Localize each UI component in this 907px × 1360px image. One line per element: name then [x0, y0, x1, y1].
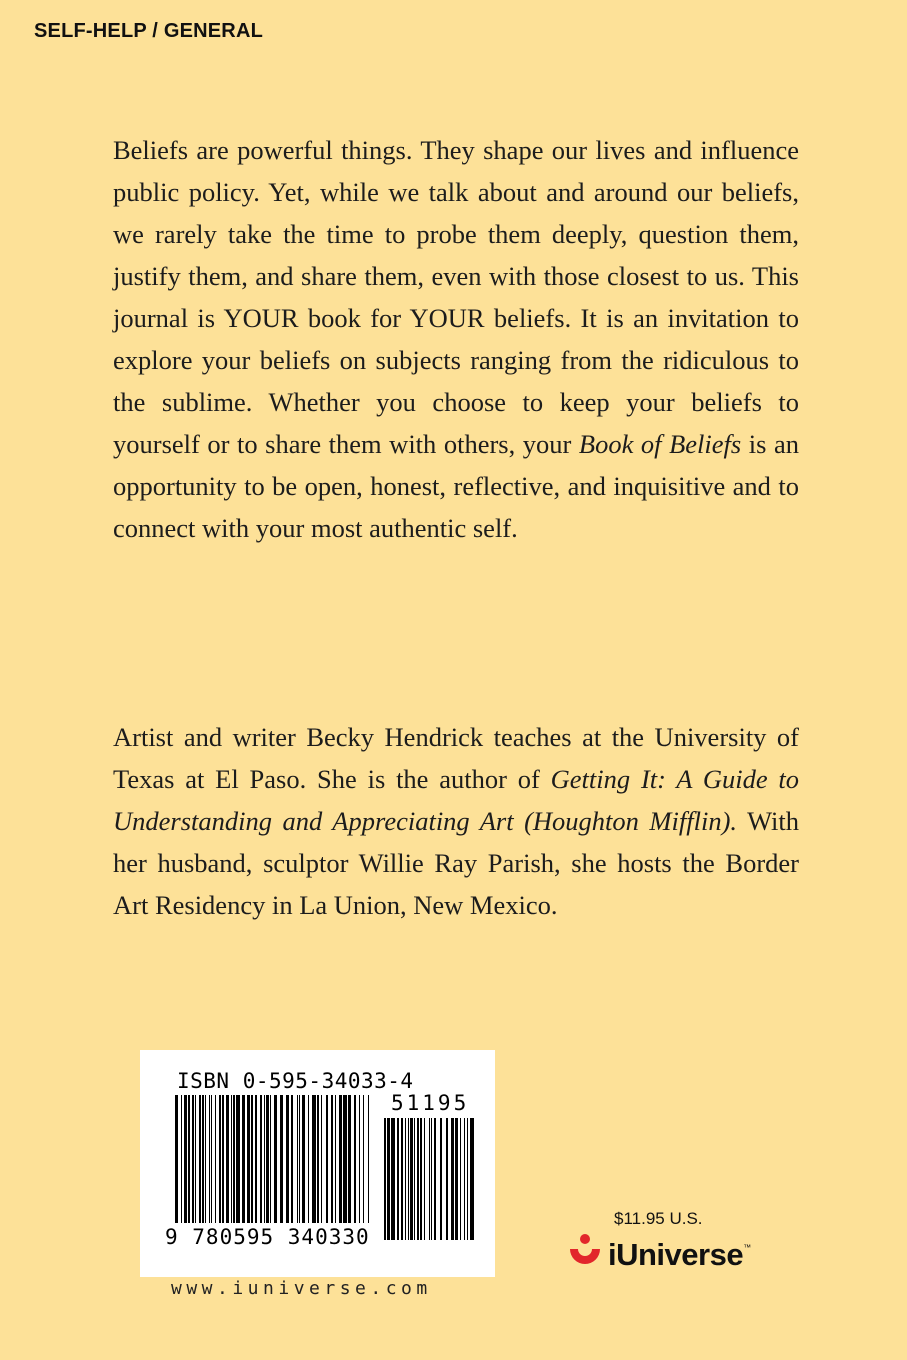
barcode-bar [455, 1118, 458, 1240]
barcode-bar [417, 1118, 419, 1240]
barcode-bar [348, 1095, 351, 1223]
barcode-bar [387, 1118, 390, 1240]
book-title-italic: Book of Beliefs [578, 429, 742, 459]
barcode-bar [181, 1095, 182, 1223]
barcode-bar [368, 1095, 369, 1223]
barcode-bar [236, 1095, 240, 1223]
barcode-bar [251, 1095, 253, 1223]
author-bio-text-2: With her husband, sculptor Willie Ray Parish, she hosts the Border Art Residency in La Union, New Mexico. [113, 806, 799, 920]
barcode-bar [199, 1095, 201, 1223]
barcode-bar [431, 1118, 432, 1240]
barcode-bar [359, 1095, 360, 1223]
barcode-bar [446, 1118, 448, 1240]
barcode-bar [335, 1095, 336, 1223]
barcode-bar [260, 1095, 262, 1223]
barcode-bar [188, 1095, 190, 1223]
barcode-bar [286, 1095, 289, 1223]
barcode-bar [280, 1095, 283, 1223]
genre-category: SELF-HELP / GENERAL [34, 20, 264, 42]
barcode-bar [363, 1095, 364, 1223]
barcode-bar [343, 1095, 347, 1223]
book-description [113, 129, 799, 549]
isbn-label: ISBN 0-595-34033-4 [177, 1069, 414, 1093]
barcode-bar [222, 1095, 224, 1223]
author-bio [113, 716, 799, 926]
barcode-bar [312, 1095, 316, 1223]
trademark-symbol: ™ [743, 1243, 752, 1252]
barcode-bars-addon [384, 1118, 476, 1240]
barcode-bar [424, 1118, 425, 1240]
barcode-bar [215, 1095, 216, 1223]
barcode-bar [231, 1095, 232, 1223]
barcode-bar [266, 1095, 269, 1223]
barcode-bar [410, 1118, 413, 1240]
barcode-bar [219, 1095, 221, 1223]
barcode-bar [192, 1095, 194, 1223]
barcode-bar [202, 1095, 204, 1223]
barcode-bar [405, 1118, 406, 1240]
barcode-bar [299, 1095, 300, 1223]
barcode-bar [384, 1118, 386, 1240]
barcode-bar [326, 1095, 328, 1223]
barcode-bar [460, 1118, 461, 1240]
barcode-bar [440, 1118, 442, 1240]
barcode-bar [420, 1118, 422, 1240]
publisher-name: iUniverse [608, 1237, 744, 1272]
barcode-bar [391, 1118, 395, 1240]
description-text-2: is an opportunity to be open, honest, reflective, and inquisitive and to connect with your most authentic self. [113, 429, 799, 543]
barcode-bar [401, 1118, 403, 1240]
price-label: $11.95 U.S. [614, 1209, 703, 1228]
barcode-bar [195, 1095, 196, 1223]
barcode-bar [226, 1095, 229, 1223]
barcode-bar [233, 1095, 235, 1223]
barcode-bar [211, 1095, 212, 1223]
barcode-bar [429, 1118, 430, 1240]
barcode-bar [467, 1118, 468, 1240]
barcode-bar [470, 1118, 474, 1240]
barcode-bar [242, 1095, 245, 1223]
barcode-addon-digits: 51195 [391, 1091, 470, 1115]
barcode-bar [264, 1095, 265, 1223]
barcode-bar [247, 1095, 250, 1223]
barcode-bar [408, 1118, 409, 1240]
barcode-bar [255, 1095, 257, 1223]
barcode-bar [397, 1118, 399, 1240]
barcode-bars-main [175, 1095, 375, 1245]
barcode-bar [209, 1095, 210, 1223]
author-bio-text-1: Artist and writer Becky Hendrick teaches at the University of Texas at El Paso. She is the author of [113, 722, 799, 794]
barcode-bar [317, 1095, 319, 1223]
barcode-bar [339, 1095, 342, 1223]
barcode-bar [184, 1095, 187, 1223]
barcode-bar [464, 1118, 465, 1240]
author-book-title-italic: Getting It: A Guide to Understanding and Appreciating Art (Houghton Mifflin). [113, 764, 799, 836]
barcode-bar [331, 1095, 333, 1223]
barcode-bar [308, 1095, 309, 1223]
barcode-bar [274, 1095, 277, 1223]
barcode-bar [205, 1095, 206, 1223]
publisher-website: www.iuniverse.com [171, 1278, 432, 1299]
barcode-bar [175, 1095, 178, 1223]
barcode-bar [297, 1095, 298, 1223]
barcode-bar [270, 1095, 271, 1223]
barcode-bar [302, 1095, 305, 1223]
barcode-bar [354, 1095, 356, 1223]
barcode-bar [451, 1118, 454, 1240]
isbn-barcode [140, 1050, 495, 1277]
publisher-logo [566, 1233, 751, 1277]
barcode-bar [434, 1118, 436, 1240]
barcode-bar [414, 1118, 415, 1240]
description-text-1: Beliefs are powerful things. They shape our lives and influence public policy. Yet, while we talk about and around our beliefs, we rarely take the time to probe them deeply, question them, justify them, and share them, even with those closest to us. This journal is YOUR book for YOUR beliefs. It is an invitation to explore your beliefs on subjects ranging from the ridiculous to the sublime. Whether you choose to keep your beliefs to yourself or to share them with others, your [113, 135, 799, 459]
barcode-bar [291, 1095, 293, 1223]
barcode-bar [321, 1095, 322, 1223]
iuniverse-logo-icon [566, 1233, 604, 1277]
barcode-ean-digits: 9 780595 340330 [165, 1225, 370, 1249]
